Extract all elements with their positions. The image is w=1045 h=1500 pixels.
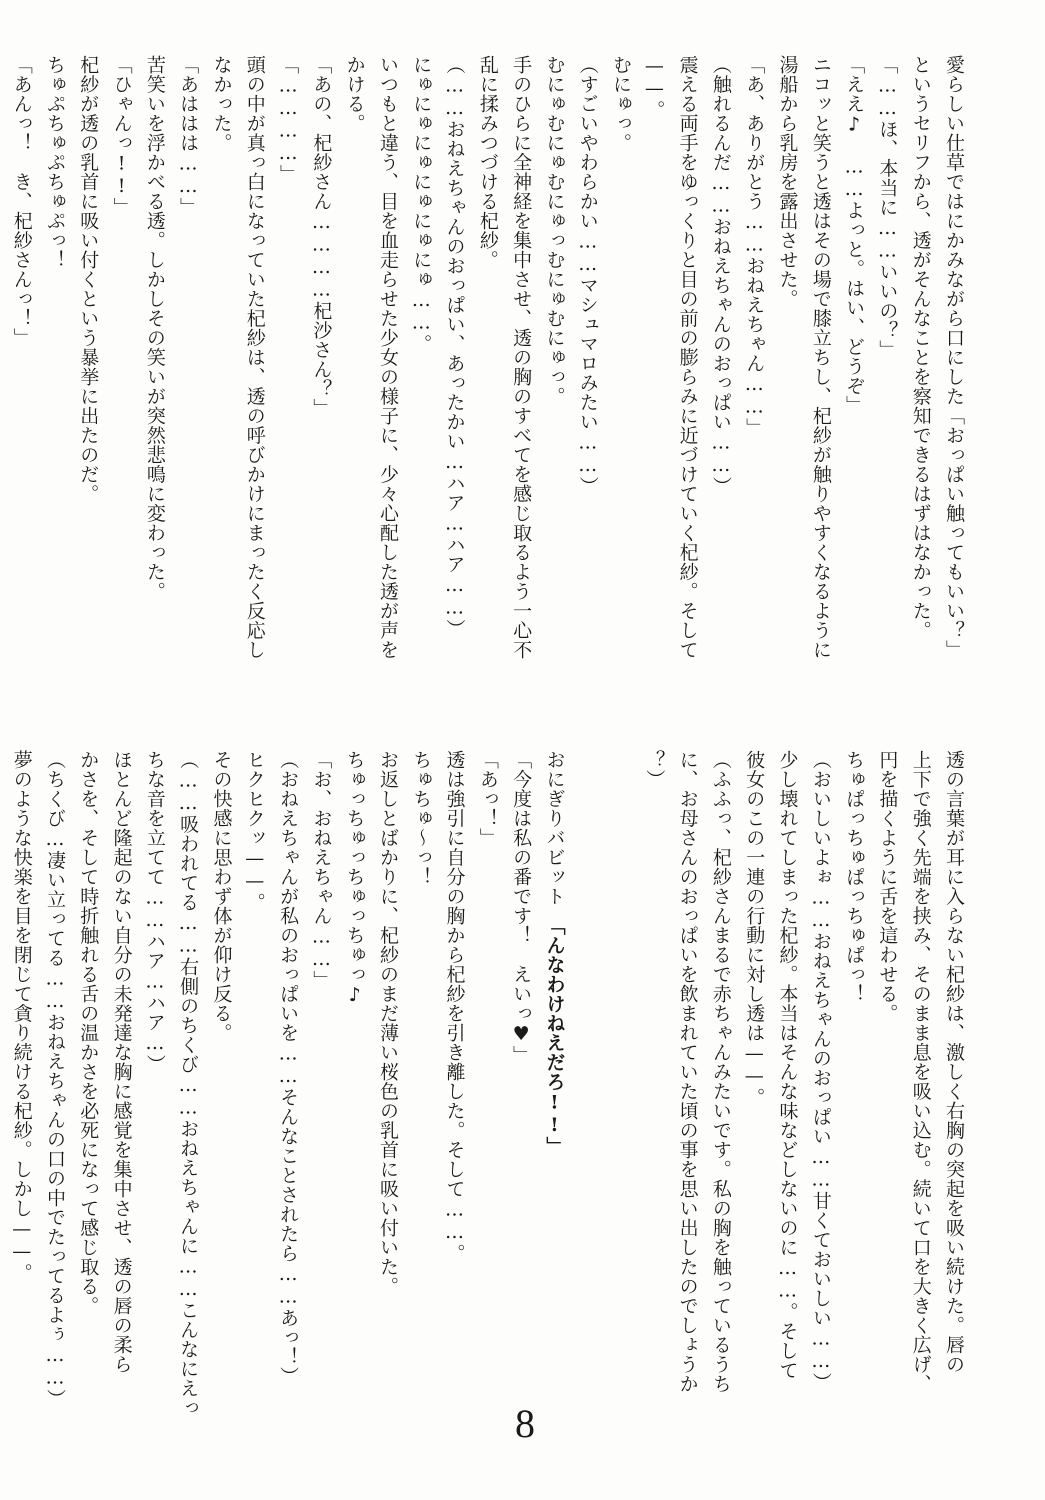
text-line: （ふふっ、杞紗さんまるで赤ちゃんみたいです。私の胸を触っているうち [709,750,732,1394]
text-line: ——。 [643,55,666,120]
text-line: 円を描くように舌を這わせる。 [876,750,899,1023]
bold-retort: 「んなわけねえだろ!!」 [543,925,566,1156]
text-line [604,750,637,1390]
text-line: かさを、そして時折触れる舌の温かさを必死になって感じ取る。 [77,750,100,1316]
text-line: その快感に思わず体が仰け反る。 [210,750,233,1043]
upper-text-block [10,55,970,695]
text-line: ？） [643,750,666,789]
text-line: 透の言葉が耳に入らない杞紗は、激しく右胸の突起を吸い続けた。唇の [943,750,965,1374]
text-line: 夢のような快楽を目を閉じて貪り続ける杞紗。しかし——。 [10,750,33,1283]
text-line: 「ひゃんっ!!」 [110,55,133,217]
text-line: かける。 [343,55,366,133]
text-line: むにゅむにゅむにゅっむにゅむにゅっ。 [543,55,566,406]
text-line: 杞紗が透の乳首に吸い付くという暴挙に出たのだ。 [77,55,100,504]
text-line: 「お、おねえちゃん……」 [310,750,333,990]
text-line: 「あの、杞紗さん…………杞沙さん？」 [310,55,333,418]
text-line [570,750,603,1390]
text-line: （すごいやわらかい……マシュマロみたい……） [576,55,599,496]
text-line: ニコッと笑うと透はその場で膝立ちし、杞紗が触りやすくなるように [809,55,832,660]
text-line: （おねえちゃんが私のおっぱいを……そんなことされたら……あっ！） [277,750,300,1386]
text-line: （触れるんだ……おねえちゃんのおっぱい……） [709,55,732,496]
text-line: （おいしいよぉ……おねえちゃんのおっぱい……甘くておいしい……） [809,750,832,1392]
text-line: おにぎりバビット 「んなわけねえだろ!!」 [543,750,566,1156]
text-line: ちゅっちゅっちゅっちゅっ♪ [343,750,366,1007]
text-line: なかった。 [210,55,233,153]
text-line: に、お母さんのおっぱいを飲まれていた頃の事を思い出したのでしょうか [676,750,699,1394]
text-line: 手のひらに全神経を集中させ、透の胸のすべてを感じ取るよう一心不 [510,55,533,660]
text-line: 上下で強く先端を挟み、そのまま息を吸い込む。続いて口を大きく広げ、 [909,750,932,1394]
text-line: 「あ、ありがとう……おねえちゃん……」 [743,55,766,438]
lower-text-block [10,750,970,1418]
text-line: （ちくび…凄い立ってる……おねえちゃんの口の中でたってるよぅ……） [43,750,66,1409]
text-line: （……吸われてる……右側のちくび……おねえちゃんに……こんなにえっ [177,750,200,1418]
text-line: 「ええ♪ ……よっと。はい、どうぞ」 [843,55,866,415]
text-line: 「今度は私の番です！ えいっ♥」 [510,750,533,1065]
text-line: 「…………」 [277,55,300,184]
text-line: 苦笑いを浮かべる透。しかしその笑いが突然悲鳴に変わった。 [143,55,166,601]
text-line: 湯船から乳房を露出させた。 [776,55,799,309]
text-line: 彼女のこの一連の行動に対し透は——。 [743,750,766,1107]
text-line: ちゅぷちゅぷちゅぷっ！ [43,55,66,270]
text-line: 愛らしい仕草ではにかみながら口にした「おっぱい触ってもいい？」 [943,55,965,660]
text-line: 透は強引に自分の胸から杞紗を引き離した。そして……。 [443,750,466,1263]
text-line: 「あんっ！ き、杞紗さんっ！」 [10,55,33,348]
text-line: ヒクヒクッ——。 [243,750,266,912]
text-line: 少し壊れてしまった杞紗。本当はそんな味などしないのに……。そして [776,750,799,1380]
text-line: むにゅっ。 [610,55,633,153]
text-line: （……おねえちゃんのおっぱい、あったかい…ハア…ハア……） [443,55,466,639]
text-line: にゅにゅにゅにゅにゅにゅ……。 [410,55,433,354]
text-line: 乱に揉みつづける杞紗。 [476,55,499,270]
text-line: 「あははは……」 [177,55,200,217]
page-number: 8 [515,1401,535,1446]
text-line: お返しとばかりに、杞紗のまだ薄い桜色の乳首に吸い付いた。 [376,750,399,1296]
text-line: 「あっ！」 [476,750,499,848]
text-line: というセリフから、透がそんなことを察知できるはずはなかった。 [909,55,932,640]
text-line: ちゅぱっちゅぱっちゅぱっ！ [843,750,866,1004]
text-line: ちゅちゅ〜っ！ [410,750,433,887]
text-line: 頭の中が真っ白になっていた杞紗は、透の呼びかけにまったく反応し [243,55,266,660]
text-line: ちな音を立てて……ハア…ハア…） [143,750,166,1074]
text-line: 震える両手をゆっくりと目の前の膨らみに近づけていく杞紗。そして [676,55,699,660]
text-line: 「……ほ、本当に……いいの？」 [876,55,899,360]
text-line: いつもと違う、目を血走らせた少女の様子に、少々心配した透が声を [376,55,399,660]
text-line: ほとんど隆起のない自分の未発達な胸に感覚を集中させ、透の唇の柔ら [110,750,133,1374]
